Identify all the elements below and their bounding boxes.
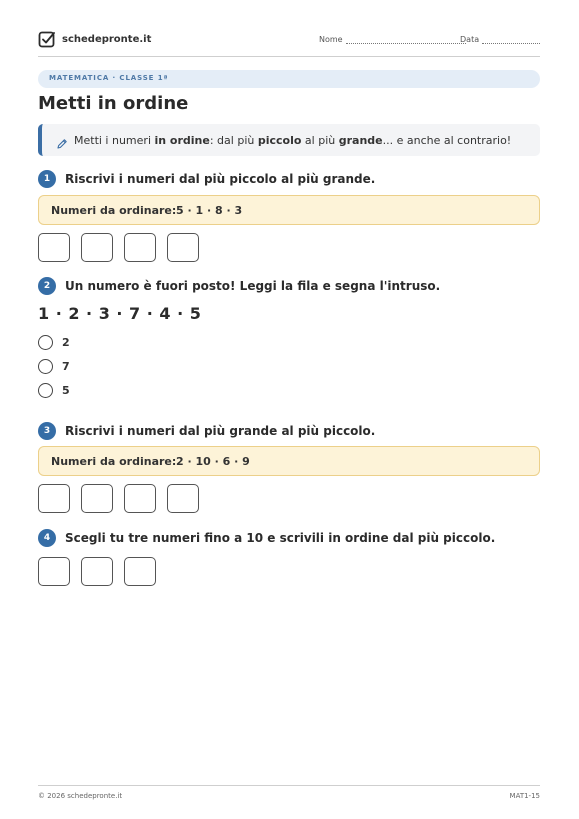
brand <box>38 30 151 49</box>
option-item[interactable] <box>38 383 70 398</box>
option-label: 7 <box>62 360 70 373</box>
option-label: 2 <box>62 336 70 349</box>
answer-box[interactable] <box>124 233 156 262</box>
date-label: Data <box>460 35 480 44</box>
radio-circle-icon[interactable] <box>38 383 53 398</box>
checkbox-logo-icon <box>38 30 56 49</box>
question-text: Riscrivi i numeri dal più piccolo al più grande. <box>65 172 376 186</box>
radio-circle-icon[interactable] <box>38 335 53 350</box>
date-field[interactable] <box>460 35 540 44</box>
radio-circle-icon[interactable] <box>38 359 53 374</box>
answer-box[interactable] <box>38 233 70 262</box>
instructions-box <box>38 124 540 156</box>
given-numbers-box <box>38 195 540 225</box>
given-label: Numeri da ordinare: <box>51 204 177 217</box>
answer-box[interactable] <box>167 233 199 262</box>
answer-box[interactable] <box>81 484 113 513</box>
option-label: 5 <box>62 384 70 397</box>
pencil-icon <box>56 135 68 147</box>
instructions-text: Metti i numeri in ordine: dal più piccolo al più grande... e anche al contrario! <box>74 134 512 147</box>
given-values: 5 · 1 · 8 · 3 <box>176 204 243 217</box>
question-text: Riscrivi i numeri dal più grande al più piccolo. <box>65 424 376 438</box>
question-text: Scegli tu tre numeri fino a 10 e scrivili in ordine dal più piccolo. <box>65 531 496 545</box>
question-3-heading <box>38 422 375 440</box>
name-label: Nome <box>319 35 343 44</box>
question-number-badge: 3 <box>38 422 56 440</box>
subject-pill <box>38 70 540 88</box>
question-4-heading <box>38 529 495 547</box>
worksheet-code: MAT1-15 <box>509 792 540 800</box>
given-values: 2 · 10 · 6 · 9 <box>176 455 250 468</box>
date-line[interactable] <box>482 35 540 44</box>
answer-boxes <box>38 557 167 586</box>
answer-box[interactable] <box>81 557 113 586</box>
answer-box[interactable] <box>124 484 156 513</box>
name-field[interactable] <box>319 35 466 44</box>
brand-name: schedepronte.it <box>62 34 152 45</box>
question-number-badge: 1 <box>38 170 56 188</box>
option-item[interactable] <box>38 335 70 350</box>
given-numbers-box <box>38 446 540 476</box>
answer-boxes <box>38 233 210 262</box>
question-1-heading <box>38 170 375 188</box>
answer-box[interactable] <box>124 557 156 586</box>
answer-boxes <box>38 484 210 513</box>
question-number-badge: 2 <box>38 277 56 295</box>
question-text: Un numero è fuori posto! Leggi la fila e segna l'intruso. <box>65 279 441 293</box>
answer-box[interactable] <box>167 484 199 513</box>
worksheet-page <box>38 0 540 819</box>
question-2-heading <box>38 277 440 295</box>
answer-box[interactable] <box>38 484 70 513</box>
answer-box[interactable] <box>81 233 113 262</box>
number-sequence: 1 · 2 · 3 · 7 · 4 · 5 <box>38 304 202 323</box>
subject-label: MATEMATICA · CLASSE 1ª <box>49 74 169 82</box>
page-title: Metti in ordine <box>38 93 189 114</box>
page-footer <box>38 785 540 800</box>
worksheet-header <box>38 30 540 57</box>
question-number-badge: 4 <box>38 529 56 547</box>
name-line[interactable] <box>346 35 466 44</box>
option-item[interactable] <box>38 359 70 374</box>
copyright-text: © 2026 schedepronte.it <box>38 792 123 800</box>
given-label: Numeri da ordinare: <box>51 455 177 468</box>
answer-box[interactable] <box>38 557 70 586</box>
